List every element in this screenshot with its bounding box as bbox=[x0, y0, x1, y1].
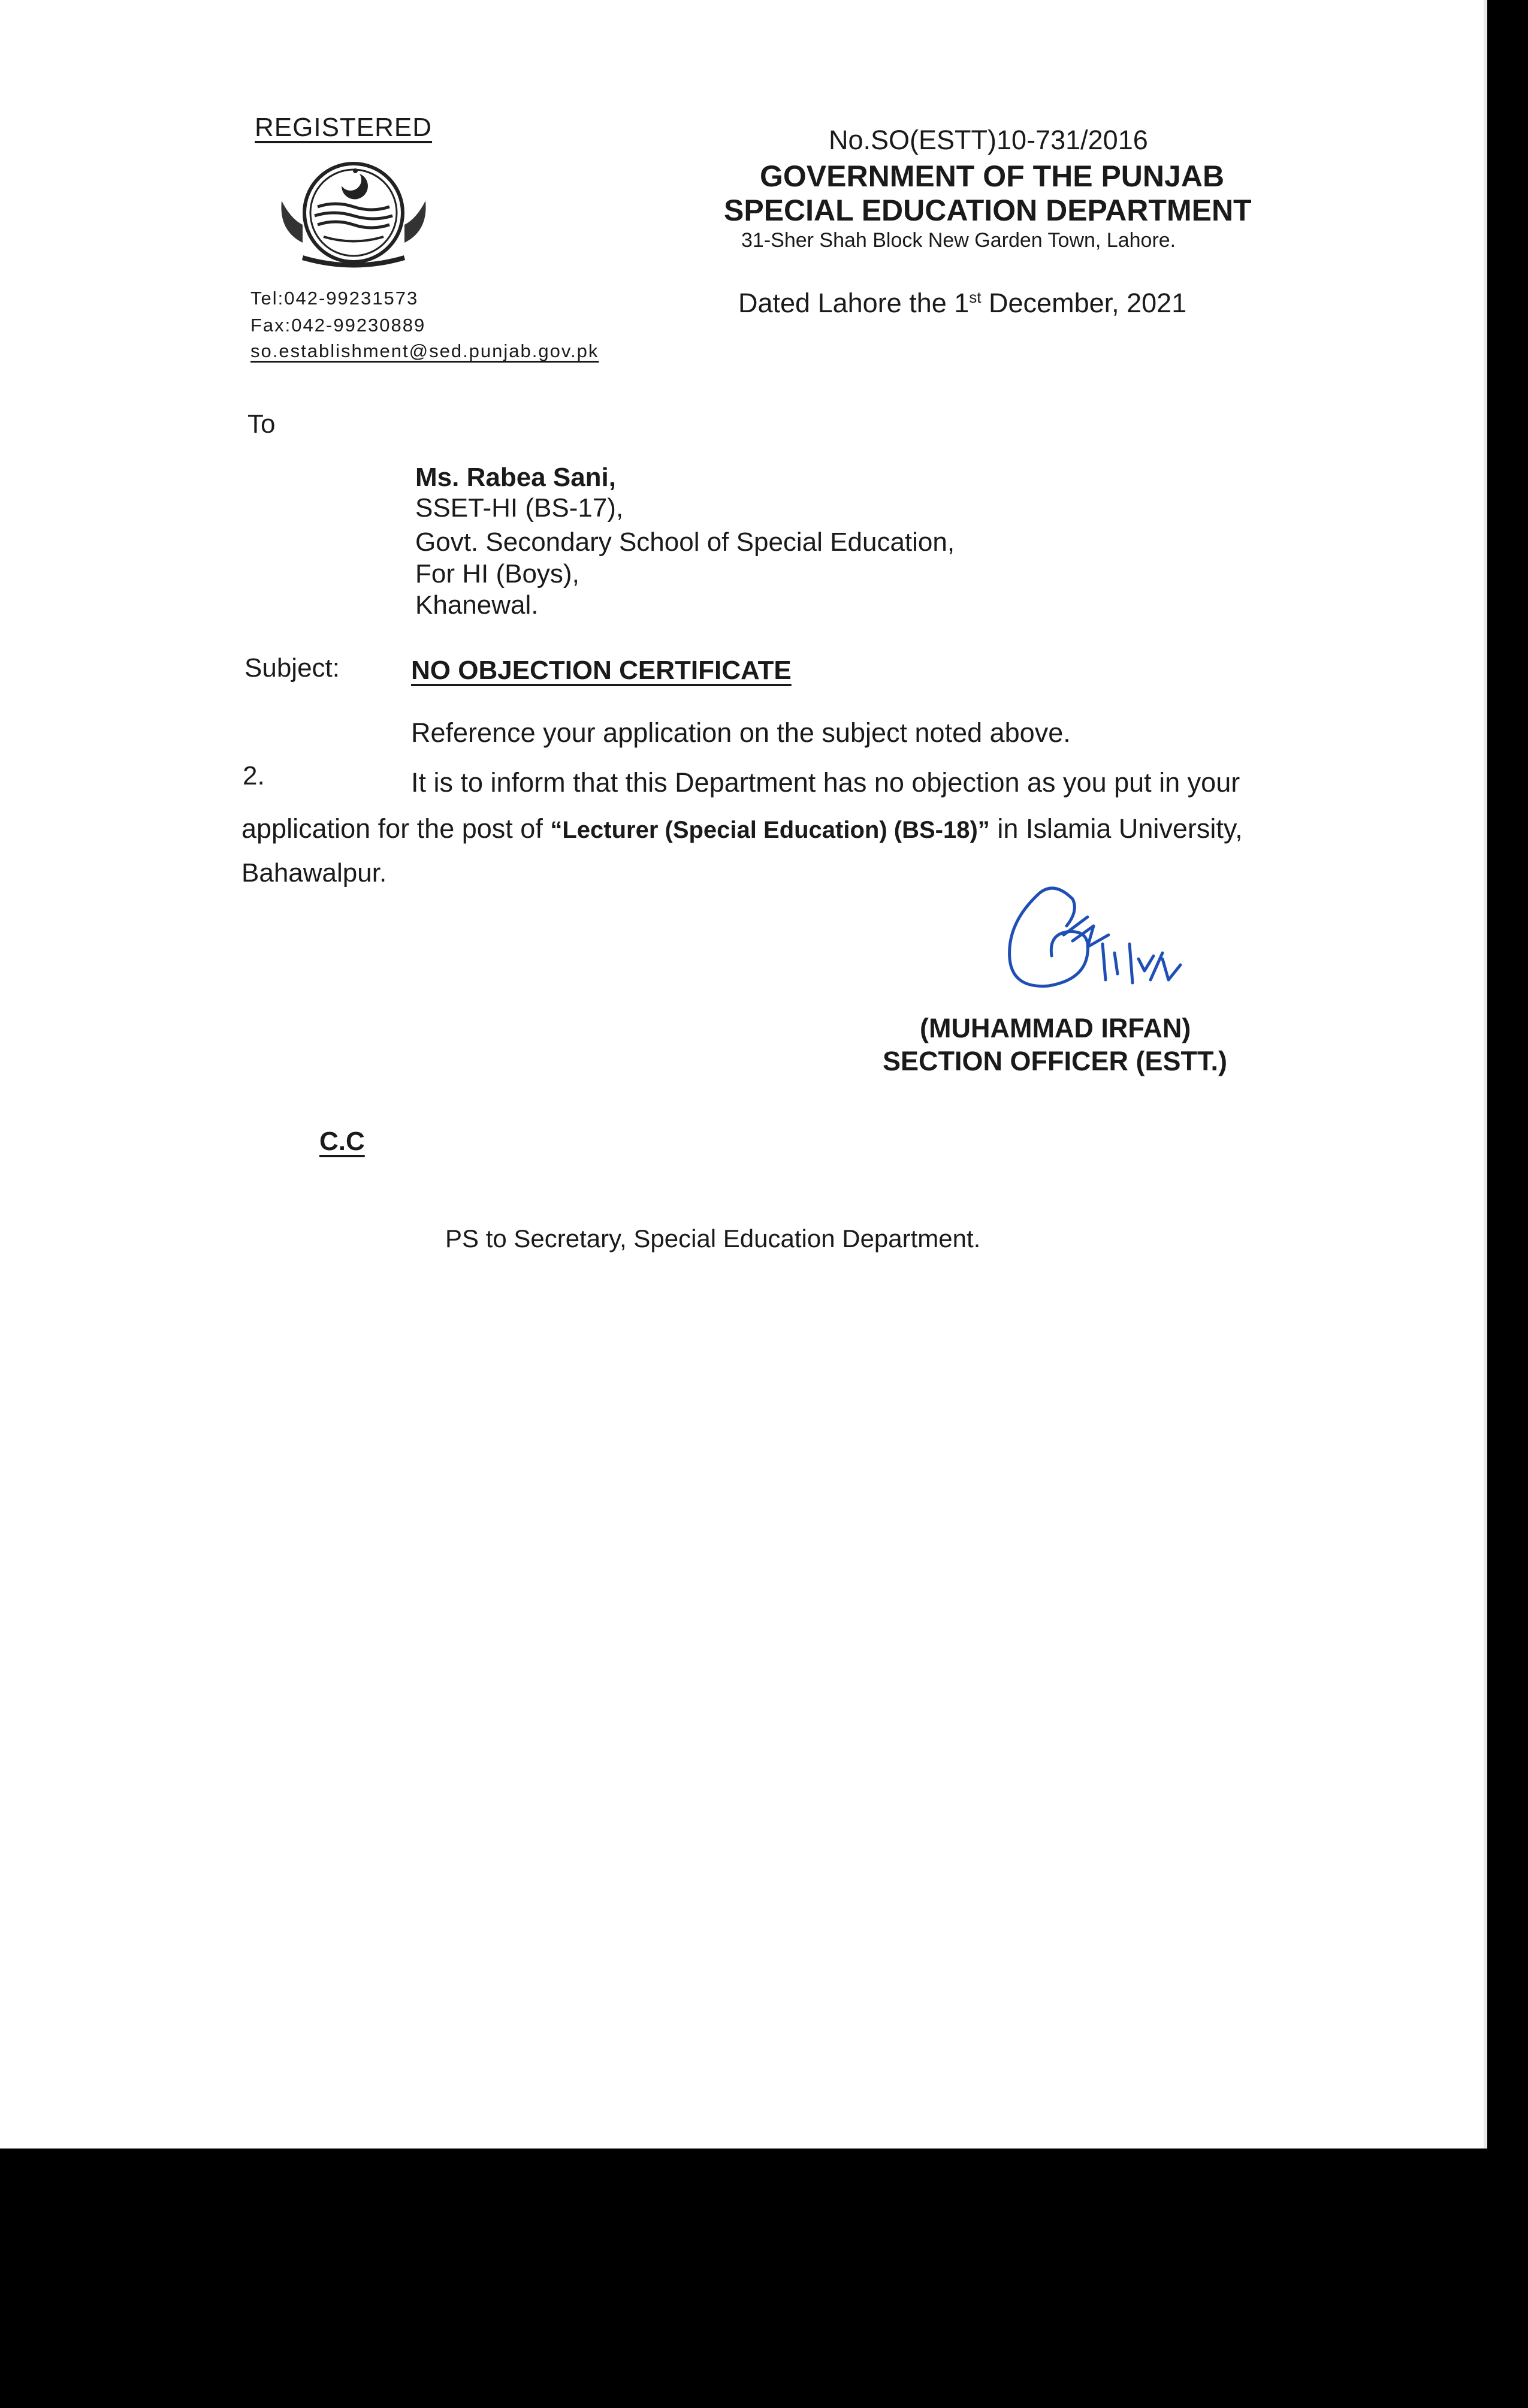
to-label: To bbox=[247, 409, 276, 439]
registered-label: REGISTERED bbox=[255, 113, 433, 142]
dated-ordinal: st bbox=[969, 288, 982, 306]
cc-item: PS to Secretary, Special Education Department. bbox=[445, 1224, 981, 1253]
paragraph-line-2-end: in Islamia University, bbox=[989, 813, 1243, 844]
reference-line: Reference your application on the subject noted above. bbox=[411, 717, 1071, 748]
punjab-emblem-icon bbox=[267, 153, 440, 273]
dated-prefix: Dated Lahore the 1 bbox=[738, 288, 970, 318]
subject-text: NO OBJECTION CERTIFICATE bbox=[411, 656, 792, 685]
recipient-designation: SSET-HI (BS-17), bbox=[415, 493, 624, 523]
paragraph-line-2 bbox=[241, 813, 1243, 844]
fax: Fax:042-99230889 bbox=[250, 315, 426, 336]
department-address: 31-Sher Shah Block New Garden Town, Lahore. bbox=[741, 229, 1176, 252]
dated-suffix: December, 2021 bbox=[981, 288, 1187, 318]
recipient-school: Govt. Secondary School of Special Education, bbox=[415, 527, 955, 557]
paragraph-line-1: It is to inform that this Department has no objection as you put in your bbox=[411, 767, 1240, 798]
officer-name: (MUHAMMAD IRFAN) bbox=[920, 1013, 1191, 1043]
telephone: Tel:042-99231573 bbox=[250, 288, 419, 309]
subject-label: Subject: bbox=[244, 653, 340, 683]
recipient-city: Khanewal. bbox=[415, 590, 539, 620]
post-title: “Lecturer (Special Education) (BS-18)” bbox=[550, 817, 990, 843]
department-heading: SPECIAL EDUCATION DEPARTMENT bbox=[724, 194, 1252, 227]
recipient-section: For HI (Boys), bbox=[415, 559, 579, 589]
paragraph-line-2-start: application for the post of bbox=[241, 813, 551, 844]
reference-number: No.SO(ESTT)10-731/2016 bbox=[829, 125, 1148, 155]
dated-line bbox=[738, 288, 1186, 319]
paragraph-number: 2. bbox=[243, 761, 265, 790]
officer-title: SECTION OFFICER (ESTT.) bbox=[883, 1046, 1228, 1076]
paragraph-line-3: Bahawalpur. bbox=[241, 858, 387, 888]
handwritten-signature bbox=[983, 875, 1186, 1031]
email-link[interactable]: so.establishment@sed.punjab.gov.pk bbox=[250, 340, 599, 361]
recipient-name: Ms. Rabea Sani, bbox=[415, 463, 617, 492]
government-heading: GOVERNMENT OF THE PUNJAB bbox=[760, 159, 1225, 193]
cc-label: C.C bbox=[319, 1127, 365, 1156]
